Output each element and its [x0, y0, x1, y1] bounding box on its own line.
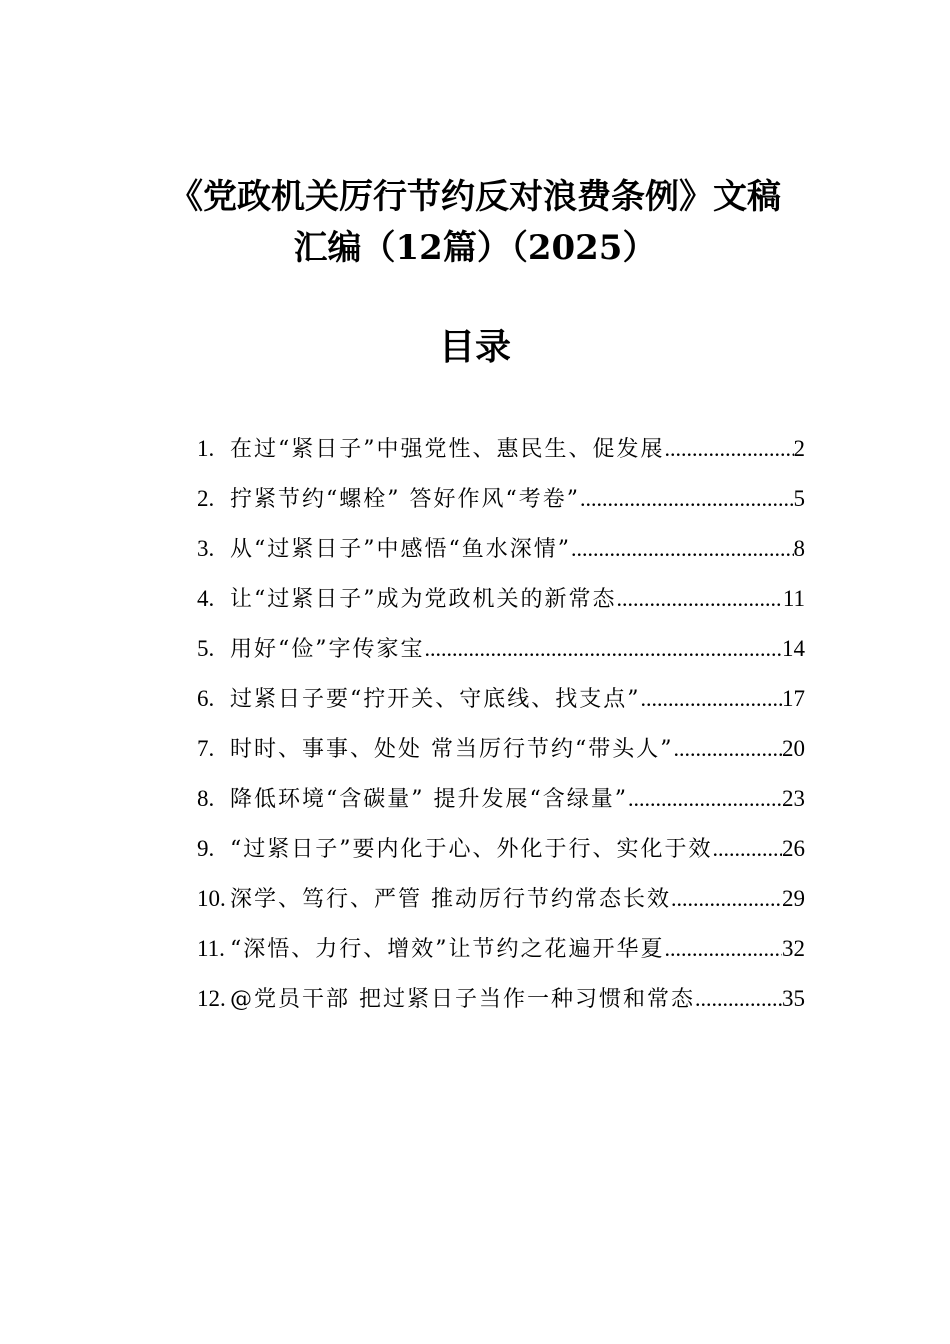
toc-entry[interactable]	[197, 874, 805, 924]
toc-entry-number: 5.	[197, 636, 215, 661]
toc-entry-page: 23	[782, 786, 805, 811]
toc-entry-number: 9.	[197, 836, 215, 861]
toc-entry[interactable]	[197, 824, 805, 874]
toc-entry-number: 7.	[197, 736, 215, 761]
toc-entry-number: 6.	[197, 686, 215, 711]
toc-entry-title: 过紧日子要“拧开关、守底线、找支点”	[230, 687, 641, 712]
toc-entry-number: 8.	[197, 786, 215, 811]
toc-entry-page: 11	[782, 586, 805, 611]
toc-entry-number: 3.	[197, 536, 215, 561]
dot-leader	[425, 624, 783, 674]
dot-leader	[641, 674, 783, 724]
dot-leader	[713, 824, 783, 874]
toc-entry[interactable]	[197, 624, 805, 674]
toc-entry-title: 让“过紧日子”成为党政机关的新常态	[230, 587, 617, 612]
toc-entry-title: 从“过紧日子”中感悟“鱼水深情”	[230, 537, 571, 562]
toc-entry[interactable]	[197, 524, 805, 574]
toc-entry-page: 2	[793, 436, 805, 461]
dot-leader	[695, 974, 782, 1024]
toc-entry[interactable]	[197, 424, 805, 474]
dot-leader	[665, 424, 794, 474]
toc-entry-title: 在过“紧日子”中强党性、惠民生、促发展	[230, 437, 665, 462]
table-of-contents	[197, 424, 805, 1024]
toc-heading: 目录	[438, 326, 511, 368]
toc-entry[interactable]	[197, 924, 805, 974]
toc-entry-page: 32	[782, 936, 805, 961]
document-title-line2: 汇编（12篇）（2025）	[293, 228, 657, 268]
toc-entry-number: 4.	[197, 586, 215, 611]
toc-entry-page: 5	[793, 486, 805, 511]
dot-leader	[580, 474, 794, 524]
toc-entry-page: 20	[782, 736, 805, 761]
toc-entry-page: 35	[782, 986, 805, 1011]
toc-entry-number: 1.	[197, 436, 215, 461]
dot-leader	[628, 774, 782, 824]
dot-leader	[674, 724, 783, 774]
toc-entry-title: @党员干部 把过紧日子当作一种习惯和常态	[230, 987, 695, 1012]
toc-entry[interactable]	[197, 974, 805, 1024]
toc-entry-page: 8	[793, 536, 805, 561]
dot-leader	[617, 574, 783, 624]
dot-leader	[671, 874, 782, 924]
toc-entry-title: 拧紧节约“螺栓” 答好作风“考卷”	[230, 487, 580, 512]
toc-entry-title: “深悟、力行、增效”让节约之花遍开华夏	[230, 937, 665, 962]
toc-entry[interactable]	[197, 574, 805, 624]
toc-entry[interactable]	[197, 674, 805, 724]
toc-entry-page: 26	[782, 836, 805, 861]
toc-entry-number: 12.	[197, 986, 226, 1011]
toc-entry-title: 时时、事事、处处 常当厉行节约“带头人”	[230, 737, 674, 762]
document-title-line1: 《党政机关厉行节约反对浪费条例》文稿	[169, 177, 781, 217]
toc-entry[interactable]	[197, 474, 805, 524]
toc-entry-title: 深学、笃行、严管 推动厉行节约常态长效	[230, 887, 671, 912]
toc-entry-number: 11.	[197, 936, 225, 961]
toc-entry-page: 29	[782, 886, 805, 911]
toc-entry-title: 降低环境“含碳量” 提升发展“含绿量”	[230, 787, 628, 812]
dot-leader	[571, 524, 794, 574]
toc-entry-title: “过紧日子”要内化于心、外化于行、实化于效	[230, 837, 713, 862]
toc-entry-number: 2.	[197, 486, 215, 511]
toc-entry-page: 17	[782, 686, 805, 711]
toc-entry-number: 10.	[197, 886, 226, 911]
dot-leader	[665, 924, 783, 974]
toc-entry-title: 用好“俭”字传家宝	[230, 637, 425, 662]
toc-entry[interactable]	[197, 724, 805, 774]
toc-entry[interactable]	[197, 774, 805, 824]
toc-entry-page: 14	[782, 636, 805, 661]
